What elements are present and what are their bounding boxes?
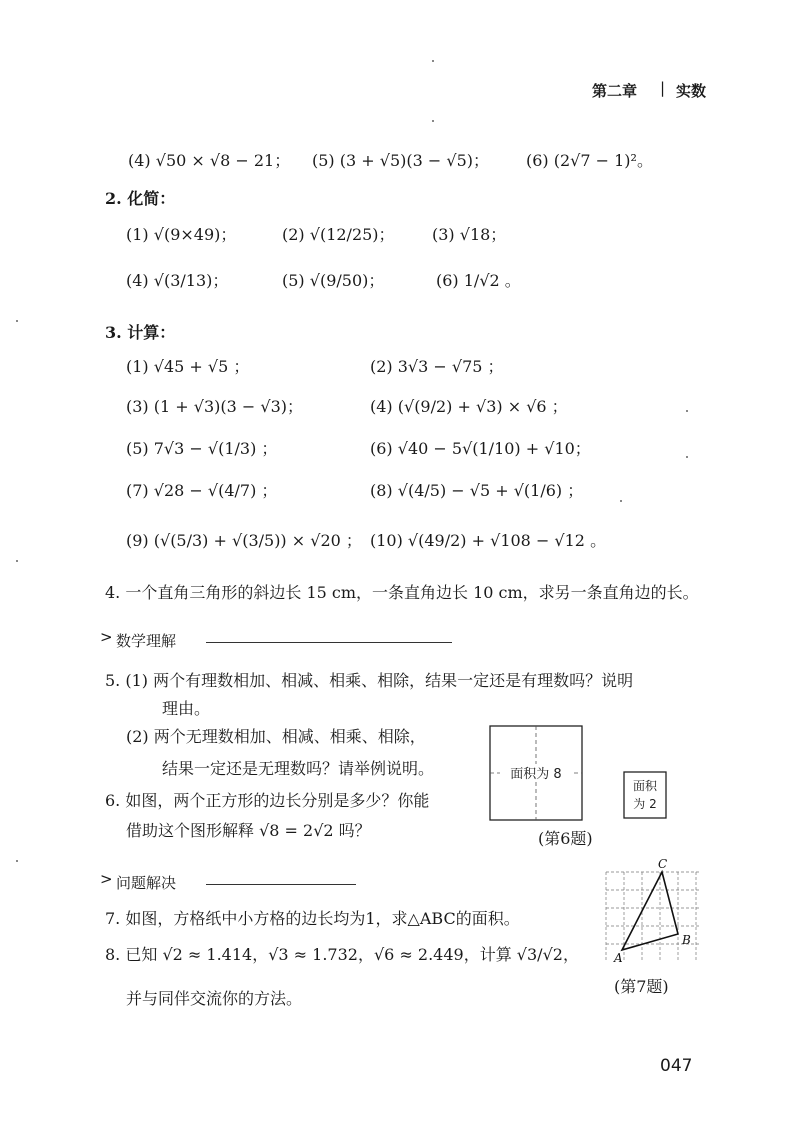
q3-item-7: (7) √28 − √(4/7) ； [126,481,278,500]
section-problem-title: 问题解决 [116,874,177,892]
grid [606,872,700,962]
scan-speck [686,456,688,458]
q1-item-4: (4) √50 × √8 − 21； [128,151,291,170]
q5-part2-line2: 结果一定还是无理数吗？请举例说明。 [162,759,435,778]
section-problem-rule [206,884,356,885]
vertex-b-label: B [682,933,691,947]
q2-item-1: (1) √(9×49)； [126,225,237,244]
q7-text: 7. 如图，方格纸中小方格的边长均为1，求△ABC的面积。 [105,909,520,928]
vertex-a-label: A [614,951,623,965]
scan-speck [432,120,434,122]
q3-item-9: (9) (√(5/3) + √(3/5)) × √20 ； [126,531,362,550]
header-separator: | [660,79,666,97]
chapter-label: 第二章 [592,82,638,100]
q2-label: 2. 化简： [105,189,176,208]
small-square-label-1: 面积 [632,779,658,793]
q5-part1-line2: 理由。 [162,699,211,718]
q2-item-6: (6) 1/√2 。 [436,271,521,290]
q2-item-4: (4) √(3/13)； [126,271,229,290]
big-square-label: 面积为 8 [510,767,562,782]
small-square-label-2: 为 2 [633,797,657,811]
scan-speck [16,560,18,562]
q3-item-5: (5) 7√3 − √(1/3) ； [126,439,278,458]
q1-item-6: (6) (2√7 − 1)²。 [526,151,653,170]
triangle-abc [622,872,678,950]
page-number: 047 [660,1056,693,1076]
q3-item-2: (2) 3√3 − √75 ； [370,357,504,376]
figure-6 [488,724,668,824]
q3-item-1: (1) √45 + √5 ； [126,357,250,376]
section-math-rule [206,642,452,643]
q5-part1-line1: 5. (1) 两个有理数相加、相减、相乘、相除，结果一定还是有理数吗？说明 [105,671,634,690]
q3-item-8: (8) √(4/5) − √5 + √(1/6) ； [370,481,584,500]
q8-line2: 并与同伴交流你的方法。 [126,989,303,1008]
q2-item-3: (3) √18； [432,225,507,244]
q1-item-5: (5) (3 + √5)(3 − √5)； [312,151,489,170]
q2-item-5: (5) √(9/50)； [282,271,385,290]
q3-label: 3. 计算： [105,323,176,342]
scan-speck [16,860,18,862]
vertex-c-label: C [658,857,668,871]
q4-text: 4. 一个直角三角形的斜边长 15 cm，一条直角边长 10 cm，求另一条直角边的长。 [105,583,699,602]
figure-6-caption: (第6题) [538,829,593,848]
chapter-title: 实数 [676,82,707,100]
q8-line1: 8. 已知 √2 ≈ 1.414，√3 ≈ 1.732，√6 ≈ 2.449，计算 √3/√2， [105,945,579,964]
q3-item-6: (6) √40 − 5√(1/10) + √10； [370,439,591,458]
scan-speck [16,320,18,322]
figure-7-caption: (第7题) [614,977,669,996]
figure-7 [600,856,710,974]
section-math-title: 数学理解 [116,632,177,650]
q3-item-10: (10) √(49/2) + √108 − √12 。 [370,531,607,550]
q5-part2-line1: (2) 两个无理数相加、相减、相乘、相除， [126,727,426,746]
scan-speck [432,60,434,62]
q2-item-2: (2) √(12/25)； [282,225,395,244]
section-arrow-icon: > [100,628,113,646]
scan-speck [686,410,688,412]
q3-item-4: (4) (√(9/2) + √3) × √6 ； [370,397,568,416]
q6-line2: 借助这个图形解释 √8 = 2√2 吗？ [126,821,371,840]
section-arrow-icon-2: > [100,870,113,888]
q3-item-3: (3) (1 + √3)(3 − √3)； [126,397,303,416]
q6-line1: 6. 如图，两个正方形的边长分别是多少？你能 [105,791,430,810]
scan-speck [620,500,622,502]
